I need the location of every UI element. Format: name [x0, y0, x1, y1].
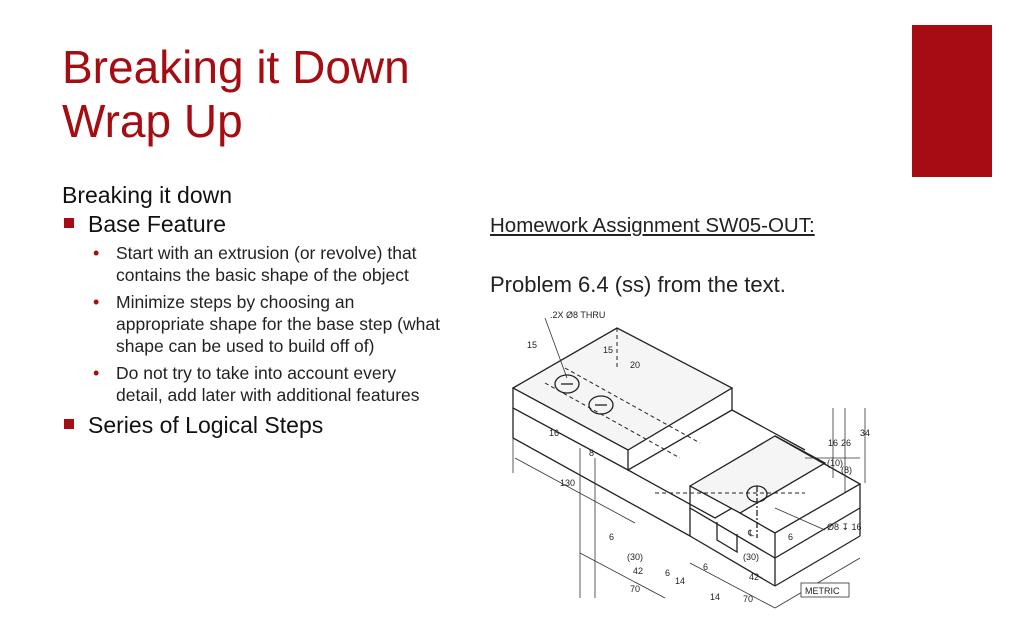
label-14b: 14 [710, 592, 721, 602]
base-feature-label: Base Feature [88, 211, 227, 237]
label-26: 26 [841, 438, 852, 448]
label-15a: 15 [527, 340, 538, 350]
list-item [88, 291, 442, 357]
label-6b: 6 [665, 568, 671, 578]
label-30b: (30) [743, 552, 760, 562]
label-20: 20 [630, 360, 641, 370]
label-10: (10) [827, 458, 844, 468]
list-item [88, 362, 442, 406]
label-6a: 6 [609, 532, 615, 542]
round-bullet-icon: • [93, 363, 100, 383]
label-hole2: Ø8 ↧ 16 [827, 522, 862, 532]
square-bullet-icon [64, 218, 74, 228]
round-bullet-icon: • [93, 243, 100, 263]
label-70a: 70 [630, 584, 641, 594]
label-6c: 6 [703, 562, 709, 572]
label-16: 16 [549, 428, 560, 438]
label-30a: (30) [627, 552, 644, 562]
label-130: 130 [560, 478, 576, 488]
title-line-2: Wrap Up [62, 95, 243, 147]
label-42b: 42 [749, 572, 760, 582]
technical-drawing [505, 308, 875, 643]
label-16b: 16 [828, 438, 839, 448]
label-centerline: ℄ [748, 528, 754, 538]
list-item [88, 242, 442, 286]
metric-label: METRIC [805, 586, 840, 596]
label-42a: 42 [633, 566, 644, 576]
label-hole-callout: .2X Ø8 THRU [550, 310, 606, 320]
label-8: 8 [589, 448, 595, 458]
accent-bar [912, 25, 992, 177]
slide-title [62, 40, 410, 148]
label-8b: (8) [841, 465, 852, 475]
label-70b: 70 [743, 594, 754, 604]
problem-text: Problem 6.4 (ss) from the text. [490, 272, 786, 297]
round-bullet-icon: • [93, 292, 100, 312]
part-outline [513, 328, 860, 586]
list-item [62, 210, 442, 406]
label-34: 34 [860, 428, 871, 438]
sub-item-text: Start with an extrusion (or revolve) that contains the basic shape of the object [116, 243, 417, 285]
bullet-list [62, 210, 442, 439]
logical-steps-label: Series of Logical Steps [88, 412, 324, 438]
label-14a: 14 [675, 576, 686, 586]
sub-list [88, 242, 442, 406]
list-item [62, 411, 442, 439]
sub-item-text: Do not try to take into account every detail, add later with additional features [116, 363, 420, 405]
title-line-1: Breaking it Down [62, 41, 410, 93]
left-content [62, 180, 442, 439]
section-heading: Breaking it down [62, 182, 233, 208]
sub-item-text: Minimize steps by choosing an appropriate shape for the base step (what shape can be used to build off of) [116, 292, 440, 356]
homework-title: Homework Assignment SW05-OUT: [490, 214, 815, 237]
isometric-part-drawing [505, 308, 875, 638]
label-6d: 6 [788, 532, 794, 542]
label-15b: 15 [603, 345, 614, 355]
square-bullet-icon [64, 419, 74, 429]
